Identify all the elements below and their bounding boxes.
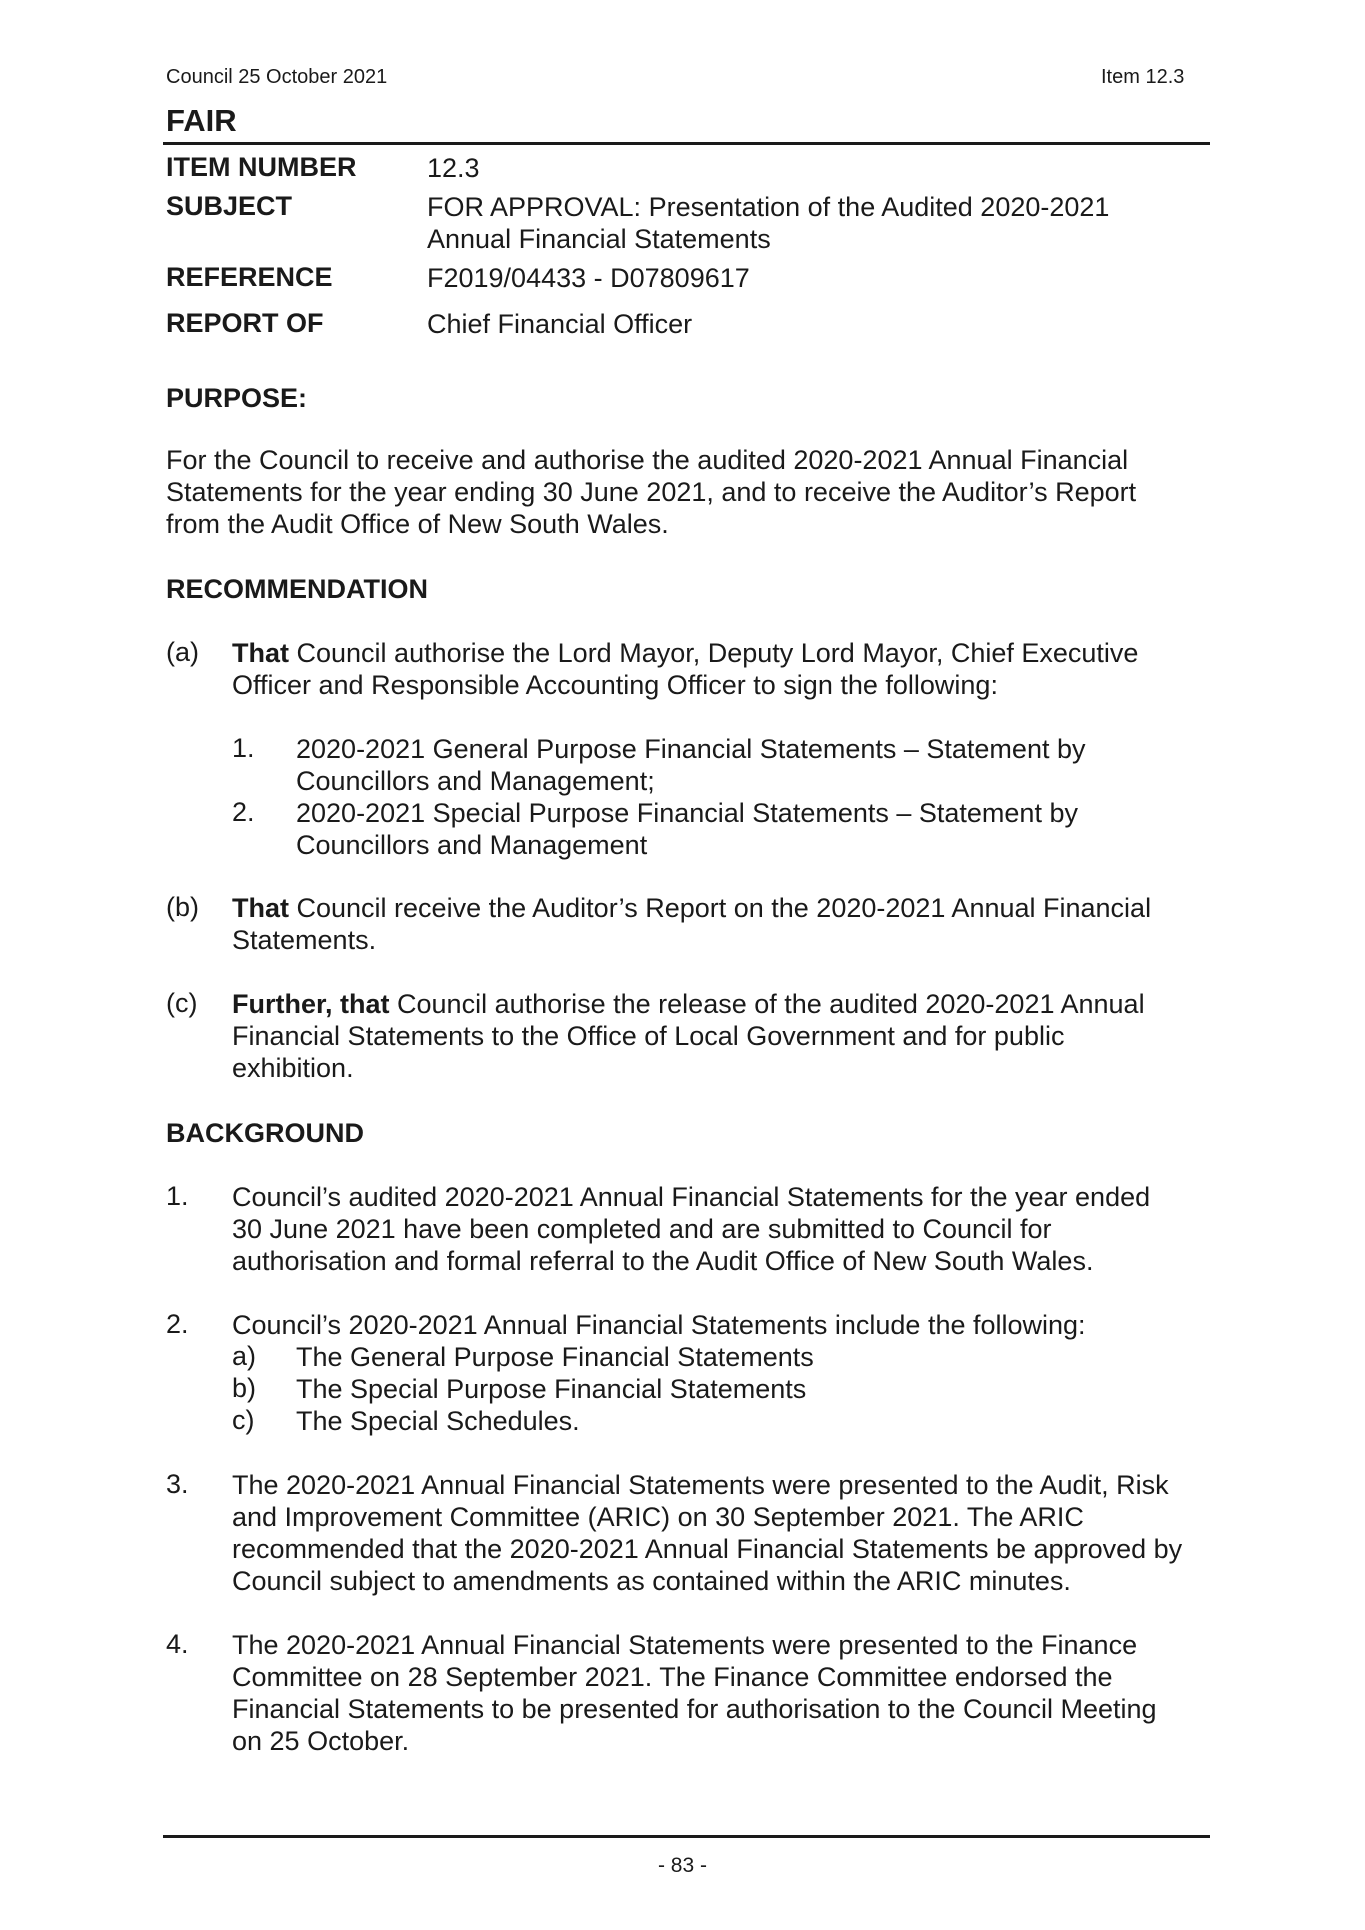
background-item-1-line-2: 30 June 2021 have been completed and are submitted to Council for [232,1214,1052,1244]
purpose-line-2: Statements for the year ending 30 June 2021, and to receive the Auditor’s Report [166,477,1137,507]
background-item-2-sub-c-text: The Special Schedules. [296,1406,580,1436]
page-number: - 83 - [657,1854,707,1877]
purpose-heading: PURPOSE: [166,383,308,413]
background-item-2-sub-c-letter: c) [232,1405,255,1435]
report-of-value: Chief Financial Officer [427,309,693,339]
item-header: Item 12.3 [1101,66,1185,88]
recommendation-a-line-1: That Council authorise the Lord Mayor, Deputy Lord Mayor, Chief Executive [232,638,1139,668]
background-item-4-line-3: Financial Statements to be presented for authorisation to the Council Meeting [232,1694,1157,1724]
background-item-2-sub-a-letter: a) [232,1341,257,1371]
background-item-1-line-1: Council’s audited 2020-2021 Annual Financial Statements for the year ended [232,1182,1151,1212]
background-item-3-line-2: and Improvement Committee (ARIC) on 30 September 2021. The ARIC [232,1502,1084,1532]
background-item-3-line-1: The 2020-2021 Annual Financial Statements were presented to the Audit, Risk [232,1470,1169,1500]
recommendation-a-label: (a) [166,637,199,667]
background-item-1-num: 1. [166,1181,189,1211]
recommendation-a-item-1-line-2: Councillors and Management; [296,766,655,796]
reference-value: F2019/04433 - D07809617 [427,263,750,293]
recommendation-b-line-1: That Council receive the Auditor’s Report on the 2020-2021 Annual Financial [232,893,1152,923]
background-item-4-line-4: on 25 October. [232,1726,410,1756]
recommendation-a-item-2-line-1: 2020-2021 Special Purpose Financial Statements – Statement by [296,798,1078,828]
subject-line-1: FOR APPROVAL: Presentation of the Audited 2020-2021 [427,192,1110,222]
footer-rule [163,1835,1210,1838]
recommendation-c-line-3: exhibition. [232,1053,354,1083]
item-number-label: ITEM NUMBER [166,152,357,182]
recommendation-a-line-2: Officer and Responsible Accounting Officer to sign the following: [232,670,998,700]
recommendation-c-line-1: Further, that Council authorise the release of the audited 2020-2021 Annual [232,989,1145,1019]
background-item-2-sub-b-letter: b) [232,1373,257,1403]
background-item-2-num: 2. [166,1309,189,1339]
background-item-2-line-1: Council’s 2020-2021 Annual Financial Statements include the following: [232,1310,1086,1340]
background-item-3-num: 3. [166,1469,189,1499]
purpose-line-3: from the Audit Office of New South Wales. [166,509,669,539]
recommendation-a-item-1-line-1: 2020-2021 General Purpose Financial Statements – Statement by [296,734,1086,764]
recommendation-heading: RECOMMENDATION [166,574,428,604]
recommendation-b-line-2: Statements. [232,925,377,955]
background-item-4-line-1: The 2020-2021 Annual Financial Statements were presented to the Finance [232,1630,1138,1660]
background-item-3-line-4: Council subject to amendments as contained within the ARIC minutes. [232,1566,1071,1596]
background-item-2-sub-b-text: The Special Purpose Financial Statements [296,1374,807,1404]
recommendation-a-item-1-num: 1. [232,733,255,763]
subject-label: SUBJECT [166,191,293,221]
background-item-4-num: 4. [166,1629,189,1659]
background-item-1-line-3: authorisation and formal referral to the Audit Office of New South Wales. [232,1246,1094,1276]
background-item-3-line-3: recommended that the 2020-2021 Annual Financial Statements be approved by [232,1534,1183,1564]
header-rule [163,142,1210,145]
recommendation-c-label: (c) [166,988,198,1018]
recommendation-c-line-2: Financial Statements to the Office of Local Government and for public [232,1021,1065,1051]
purpose-line-1: For the Council to receive and authorise the audited 2020-2021 Annual Financial [166,445,1129,475]
subject-line-2: Annual Financial Statements [427,224,771,254]
report-of-label: REPORT OF [166,308,324,338]
reference-label: REFERENCE [166,262,333,292]
background-item-4-line-2: Committee on 28 September 2021. The Finance Committee endorsed the [232,1662,1113,1692]
recommendation-a-item-2-line-2: Councillors and Management [296,830,648,860]
background-heading: BACKGROUND [166,1118,364,1148]
recommendation-b-label: (b) [166,892,199,922]
item-number-value: 12.3 [427,153,480,183]
recommendation-a-item-2-num: 2. [232,797,255,827]
background-item-2-sub-a-text: The General Purpose Financial Statements [296,1342,814,1372]
category-heading: FAIR [166,103,237,138]
meeting-header: Council 25 October 2021 [166,66,388,88]
